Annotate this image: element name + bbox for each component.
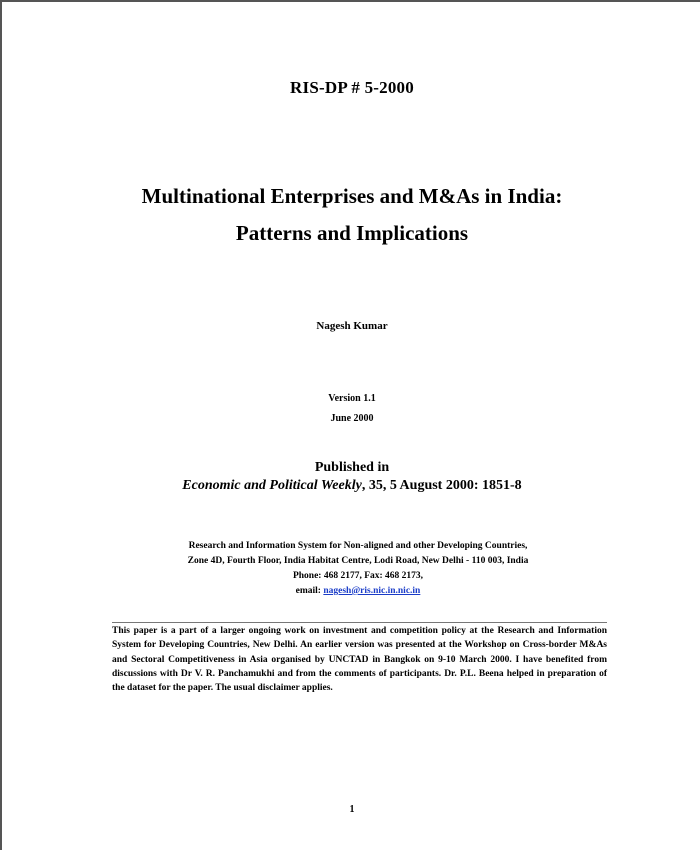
footnote-divider bbox=[112, 622, 607, 623]
author-name: Nagesh Kumar bbox=[316, 320, 388, 332]
email-link[interactable]: nagesh@ris.nic.in.nic.in bbox=[323, 586, 421, 596]
journal-citation bbox=[2, 478, 700, 494]
journal-details: , 35, 5 August 2000: 1851-8 bbox=[361, 478, 522, 493]
affiliation-line-3: Phone: 468 2177, Fax: 468 2173, bbox=[292, 571, 424, 581]
page-number: 1 bbox=[349, 804, 355, 815]
affiliation-line-1: Research and Information System for Non-aligned and other Developing Countries, bbox=[188, 541, 528, 551]
affiliation-block bbox=[120, 539, 596, 599]
email-label: email: bbox=[295, 586, 321, 596]
affiliation-line-2: Zone 4D, Fourth Floor, India Habitat Centre, Lodi Road, New Delhi - 110 003, India bbox=[187, 556, 529, 566]
published-in-label: Published in bbox=[314, 460, 390, 475]
series-number: RIS-DP # 5-2000 bbox=[290, 78, 414, 97]
affiliation-email-line bbox=[120, 584, 596, 599]
title-line-2: Patterns and Implications bbox=[235, 221, 469, 245]
journal-name: Economic and Political Weekly bbox=[182, 478, 362, 493]
footnote-text: This paper is a part of a larger ongoing work on investment and competition policy at the Research and Information System for Developing Countries, New Delhi. An earlier version was presented at the Workshop on Cross-border M&As and Sectoral Competitiveness in Asia organised by UNCTAD in Bangkok on 9-10 March 2000. I have benefited from discussions with Dr V. R. Panchamukhi and from the comments of participants. Dr. P.L. Beena helped in preparation of the dataset for the paper. The usual disclaimer applies. bbox=[112, 626, 607, 694]
title-line-1: Multinational Enterprises and M&As in India: bbox=[141, 184, 563, 208]
version-label: Version 1.1 bbox=[328, 393, 376, 404]
publication-date: June 2000 bbox=[330, 413, 374, 424]
